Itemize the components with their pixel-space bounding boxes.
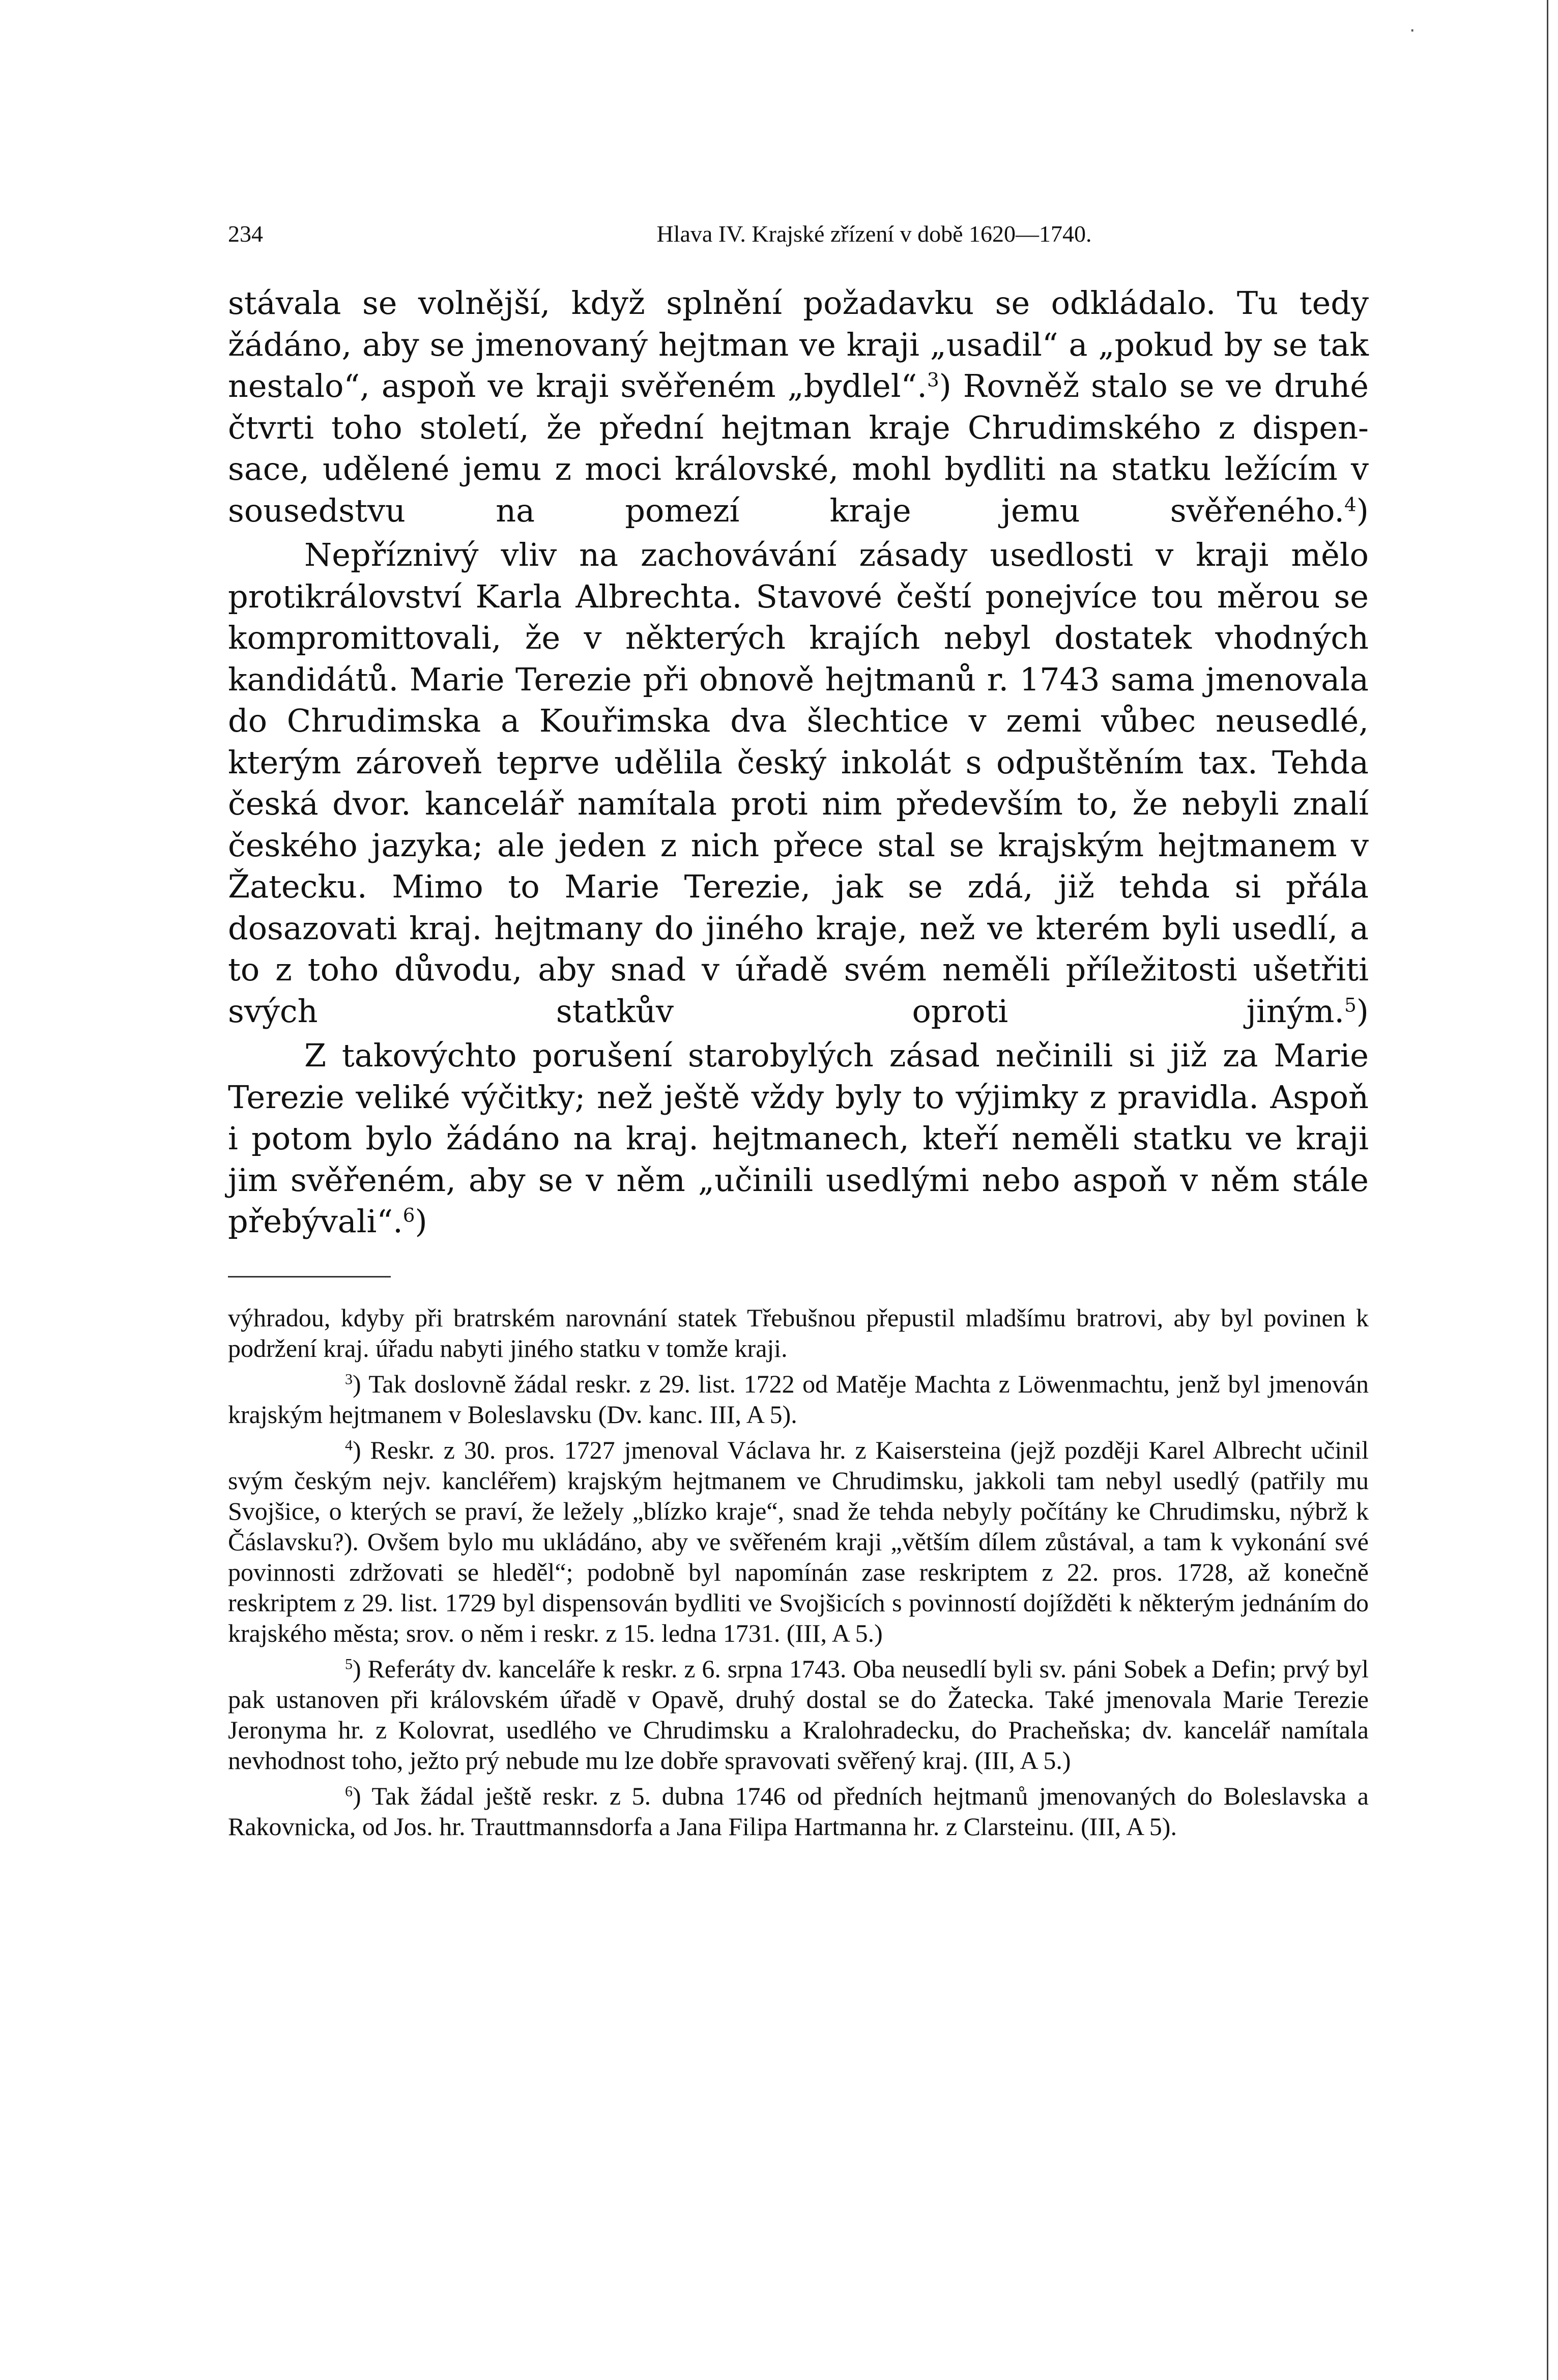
text-line: kterým zároveň teprve udělila český inkolát s odpuštěním tax. Tehda xyxy=(228,743,1369,781)
text-line: ) Rovněž stalo se ve xyxy=(939,367,1263,404)
footnotes xyxy=(228,1302,1369,1847)
main-text xyxy=(228,282,1369,1242)
paragraph-2 xyxy=(228,534,1369,1032)
footnote-continuation: výhradou, kdyby při bratrském narovnání statek Třebušnou přepustil mladšímu bratrovi, aby byl povinen k podržení kraj. úřadu nabyti jiného statku v tomže kraji. xyxy=(228,1303,1369,1362)
footnote-text: ) Tak doslovně žádal reskr. z 29. list. 1722 od Matěje Machta z Löwenmachtu, jenž byl jmenován krajským hejtmanem v Boleslavsku (Dv. kanc. III, A 5). xyxy=(228,1370,1369,1429)
text-line: do Chrudimska a Kouřimska dva šlechtice v zemi vůbec neusedlé, xyxy=(228,702,1369,739)
text-line: Aspoň i potom bylo žádáno na kraj. hejtmanech, kteří neměli statku xyxy=(228,1078,1369,1157)
footnote-ref: 6 xyxy=(402,1204,415,1227)
text-line: svých statkův oproti jiným. xyxy=(228,992,1345,1030)
text-line: Nepříznivý vliv na zachovávání zásady usedlosti v kraji mělo xyxy=(304,536,1369,573)
footnote-5 xyxy=(228,1653,1369,1776)
footnote-text: ) Tak žádal ještě reskr. z 5. dubna 1746 od předních hejtmanů jmenovaných do Boleslavska a Rakovnicka, od Jos. hr. Trauttmannsdorfa a Jana Filipa Hartmanna hr. z Clarsteinu. (III, A 5). xyxy=(228,1782,1369,1841)
text-line: stávala se volnější, když splnění požadavku se odkládalo. Tu tedy xyxy=(228,284,1369,322)
scan-edge xyxy=(1547,0,1548,2380)
page-number: 234 xyxy=(228,221,263,247)
footnote-mark: 5 xyxy=(345,1656,353,1673)
scan-speck: · xyxy=(1409,20,1416,41)
footnote-ref: 3 xyxy=(927,368,939,391)
running-head: Hlava IV. Krajské zřízení v době 1620—1740. xyxy=(656,221,1092,247)
footnote-ref: 4 xyxy=(1344,493,1357,516)
footnote-separator xyxy=(228,1276,391,1278)
text-line: Terezie veliké výčitky; než ještě vždy byly to výjimky z pravidla. xyxy=(228,1078,1259,1116)
text-line: českého jazyka; ale jeden z nich přece stal se krajským hejtmanem xyxy=(228,826,1337,864)
text-line: žádáno, aby se jmenovaný hejtman ve kraji „usadil“ a „pokud by se xyxy=(228,326,1308,363)
footnote-mark: 6 xyxy=(345,1783,353,1800)
text-line: ) xyxy=(1356,992,1369,1030)
footnote-4 xyxy=(228,1435,1369,1648)
footnote-ref: 5 xyxy=(1344,994,1357,1017)
text-line: ) xyxy=(1356,491,1369,529)
text-line: protikrálovství Karla Albrechta. Stavové čeští ponejvíce tou měrou se xyxy=(228,577,1369,615)
paragraph-1 xyxy=(228,282,1369,531)
paragraph-3 xyxy=(228,1035,1369,1242)
text-line: a to z toho důvodu, aby snad v úřadě svém neměli příležitosti ušetřiti xyxy=(228,909,1369,988)
text-line: Z takovýchto porušení starobylých zásad nečinili si již za Marie xyxy=(304,1037,1369,1074)
text-line: druhé čtvrti toho století, že přední hejtman kraje Chrudimského z dispen- xyxy=(228,367,1369,446)
page-header xyxy=(228,219,1369,259)
text-line: tak nestalo“, aspoň ve kraji svěřeném „bydlel“. xyxy=(228,326,1369,404)
footnote-3 xyxy=(228,1369,1369,1430)
footnote-text: ) Reskr. z 30. pros. 1727 jmenoval Václava hr. z Kaisersteina (jejž později Karel Albrecht učinil svým českým nejv. kancléřem) krajským hejtmanem ve Chrudimsku, jakkoli tam nebyl usedlý (patřily mu Svojšice, o kterých se praví, že ležely „blízko kraje“, snad že tehda nebyly počítány ke Chrudimsku, nýbrž k Čáslavsku?). Ovšem bylo mu ukládáno, aby ve svěřeném kraji „větším dílem zůstával, a tam k vykonání své povinnosti zdržovati se hleděl“; podobně byl napomínán zase reskriptem z 22. pros. 1728, až konečně reskriptem z 29. list. 1729 byl dispensován bydliti ve Svojšicích s povinností dojížděti k některým jednáním do krajského města; srov. o něm i reskr. z 15. ledna 1731. (III, A 5.) xyxy=(228,1436,1369,1647)
footnote-6 xyxy=(228,1781,1369,1842)
text-line: kompromittovali, že v některých krajích nebyl dostatek vhodných xyxy=(228,619,1369,656)
footnote-text: ) Referáty dv. kanceláře k reskr. z 6. srpna 1743. Oba neusedlí byli sv. páni Sobek a Defin; prvý byl pak ustanoven při královském úřadě v Opavě, druhý dostal se do Žatecka. Také jmenovala Marie Terezie Jeronyma hr. z Kolovrat, usedlého ve Chrudimsku a Kralohradecku, do Pracheňska; dv. kancelář namítala nevhodnost toho, ježto prý nebude mu lze dobře spravovati svěřený kraj. (III, A 5.) xyxy=(228,1655,1369,1775)
text-line: v něm stále přebývali“. xyxy=(228,1161,1369,1240)
text-line: v Žatecku. Mimo to Marie Terezie, jak se zdá, již tehda si přála xyxy=(228,826,1369,905)
footnote-mark: 4 xyxy=(345,1437,353,1454)
text-line: česká dvor. kancelář namítala proti nim především to, že nebyli znalí xyxy=(228,785,1369,822)
text-line: kandidátů. Marie Terezie při obnově hejtmanů r. 1743 sama jmenovala xyxy=(228,660,1369,698)
text-line: dosazovati kraj. hejtmany do jiného kraje, než ve kterém byli usedlí, xyxy=(228,909,1338,947)
text-line: ve kraji jim svěřeném, aby se v něm „učinili usedlými nebo aspoň xyxy=(228,1120,1369,1199)
text-line: sace, udělené jemu z moci královské, mohl bydliti na statku ležícím xyxy=(228,450,1338,487)
text-line: v sousedstvu na pomezí kraje jemu svěřeného. xyxy=(228,450,1369,529)
footnote-mark: 3 xyxy=(345,1371,353,1388)
text-line: ) xyxy=(415,1203,427,1240)
